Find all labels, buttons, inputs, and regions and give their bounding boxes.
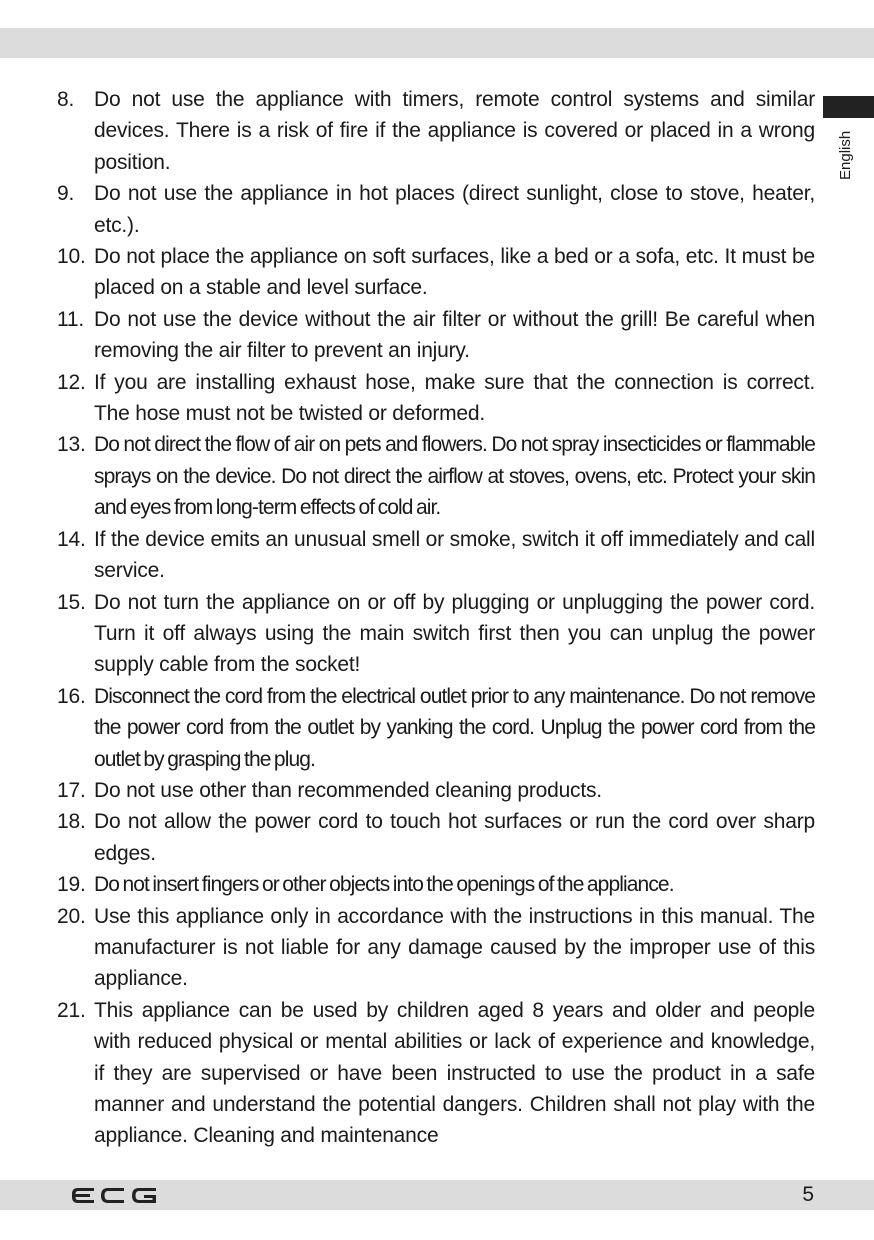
list-item bbox=[57, 806, 815, 869]
item-number: 19. bbox=[57, 873, 86, 897]
item-text: Use this appliance only in accordance with the instructions in this manual. The manufacturer is not liable for any damage caused by the improper use of this appliance. bbox=[94, 904, 815, 991]
item-text: If you are installing exhaust hose, make sure that the connection is correct. The hose must not be twisted or deformed. bbox=[94, 370, 815, 426]
item-text: Do not allow the power cord to touch hot surfaces or run the cord over sharp edges. bbox=[94, 810, 815, 865]
list-item bbox=[57, 901, 815, 995]
list-item bbox=[57, 869, 815, 900]
header-band bbox=[0, 28, 874, 58]
list-item bbox=[57, 775, 815, 806]
item-number: 14. bbox=[57, 527, 86, 551]
item-number: 20. bbox=[57, 904, 86, 928]
list-item bbox=[57, 367, 815, 430]
item-number: 16. bbox=[57, 684, 86, 708]
list-item bbox=[57, 681, 815, 775]
item-number: 8. bbox=[57, 88, 75, 111]
item-text: Disconnect the cord from the electrical outlet prior to any maintenance. Do not remove the power cord from the outlet by yanking the cord. Unplug the power cord from the outlet by grasping the plug. bbox=[94, 684, 815, 771]
item-text: Do not place the appliance on soft surfaces, like a bed or a sofa, etc. It must be placed on a stable and level surface. bbox=[94, 245, 815, 300]
item-number: 10. bbox=[57, 245, 86, 269]
item-number: 12. bbox=[57, 370, 86, 394]
list-item bbox=[57, 429, 815, 523]
item-text: Do not use the appliance with timers, remote control systems and similar devices. There is a risk of fire if the appliance is covered or placed in a wrong position. bbox=[94, 88, 815, 174]
list-item bbox=[57, 995, 815, 1152]
safety-instructions-list bbox=[57, 84, 815, 1152]
item-text: Do not direct the flow of air on pets and flowers. Do not spray insecticides or flammable sprays on the device. Do not direct the airflow at stoves, ovens, etc. Protect your skin and eyes from long-term effects of cold air. bbox=[94, 433, 815, 520]
ecg-logo bbox=[70, 1186, 158, 1205]
list-item bbox=[57, 524, 815, 587]
list-item bbox=[57, 304, 815, 367]
item-number: 11. bbox=[57, 307, 85, 331]
item-number: 17. bbox=[57, 778, 86, 802]
item-text: This appliance can be used by children aged 8 years and older and people with reduced physical or mental abilities or lack of experience and knowledge, if they are supervised or have been instructed to use the product in a safe manner and understand the potential dangers. Children shall not play with the appliance. Cleaning and maintenance bbox=[94, 998, 815, 1148]
item-text: Do not use the appliance in hot places (direct sunlight, close to stove, heater, etc.). bbox=[94, 182, 815, 237]
item-text: Do not turn the appliance on or off by plugging or unplugging the power cord. Turn it off always using the main switch first then you can unplug the power supply cable from the socket! bbox=[94, 590, 815, 677]
language-label: English bbox=[837, 130, 854, 180]
item-text: If the device emits an unusual smell or smoke, switch it off immediately and call service. bbox=[94, 527, 815, 583]
item-number: 15. bbox=[57, 590, 86, 614]
list-item bbox=[57, 84, 815, 178]
item-number: 18. bbox=[57, 810, 86, 834]
page-number: 5 bbox=[802, 1183, 814, 1206]
item-text: Do not use other than recommended cleaning products. bbox=[94, 778, 602, 802]
item-number: 9. bbox=[57, 182, 75, 206]
list-item bbox=[57, 178, 815, 241]
item-text: Do not insert fingers or other objects into the openings of the appliance. bbox=[94, 873, 674, 897]
item-number: 21. bbox=[57, 998, 86, 1022]
list-item bbox=[57, 587, 815, 681]
item-text: Do not use the device without the air filter or without the grill! Be careful when removing the air filter to prevent an injury. bbox=[94, 307, 815, 363]
item-number: 13. bbox=[57, 433, 86, 457]
list-item bbox=[57, 241, 815, 304]
